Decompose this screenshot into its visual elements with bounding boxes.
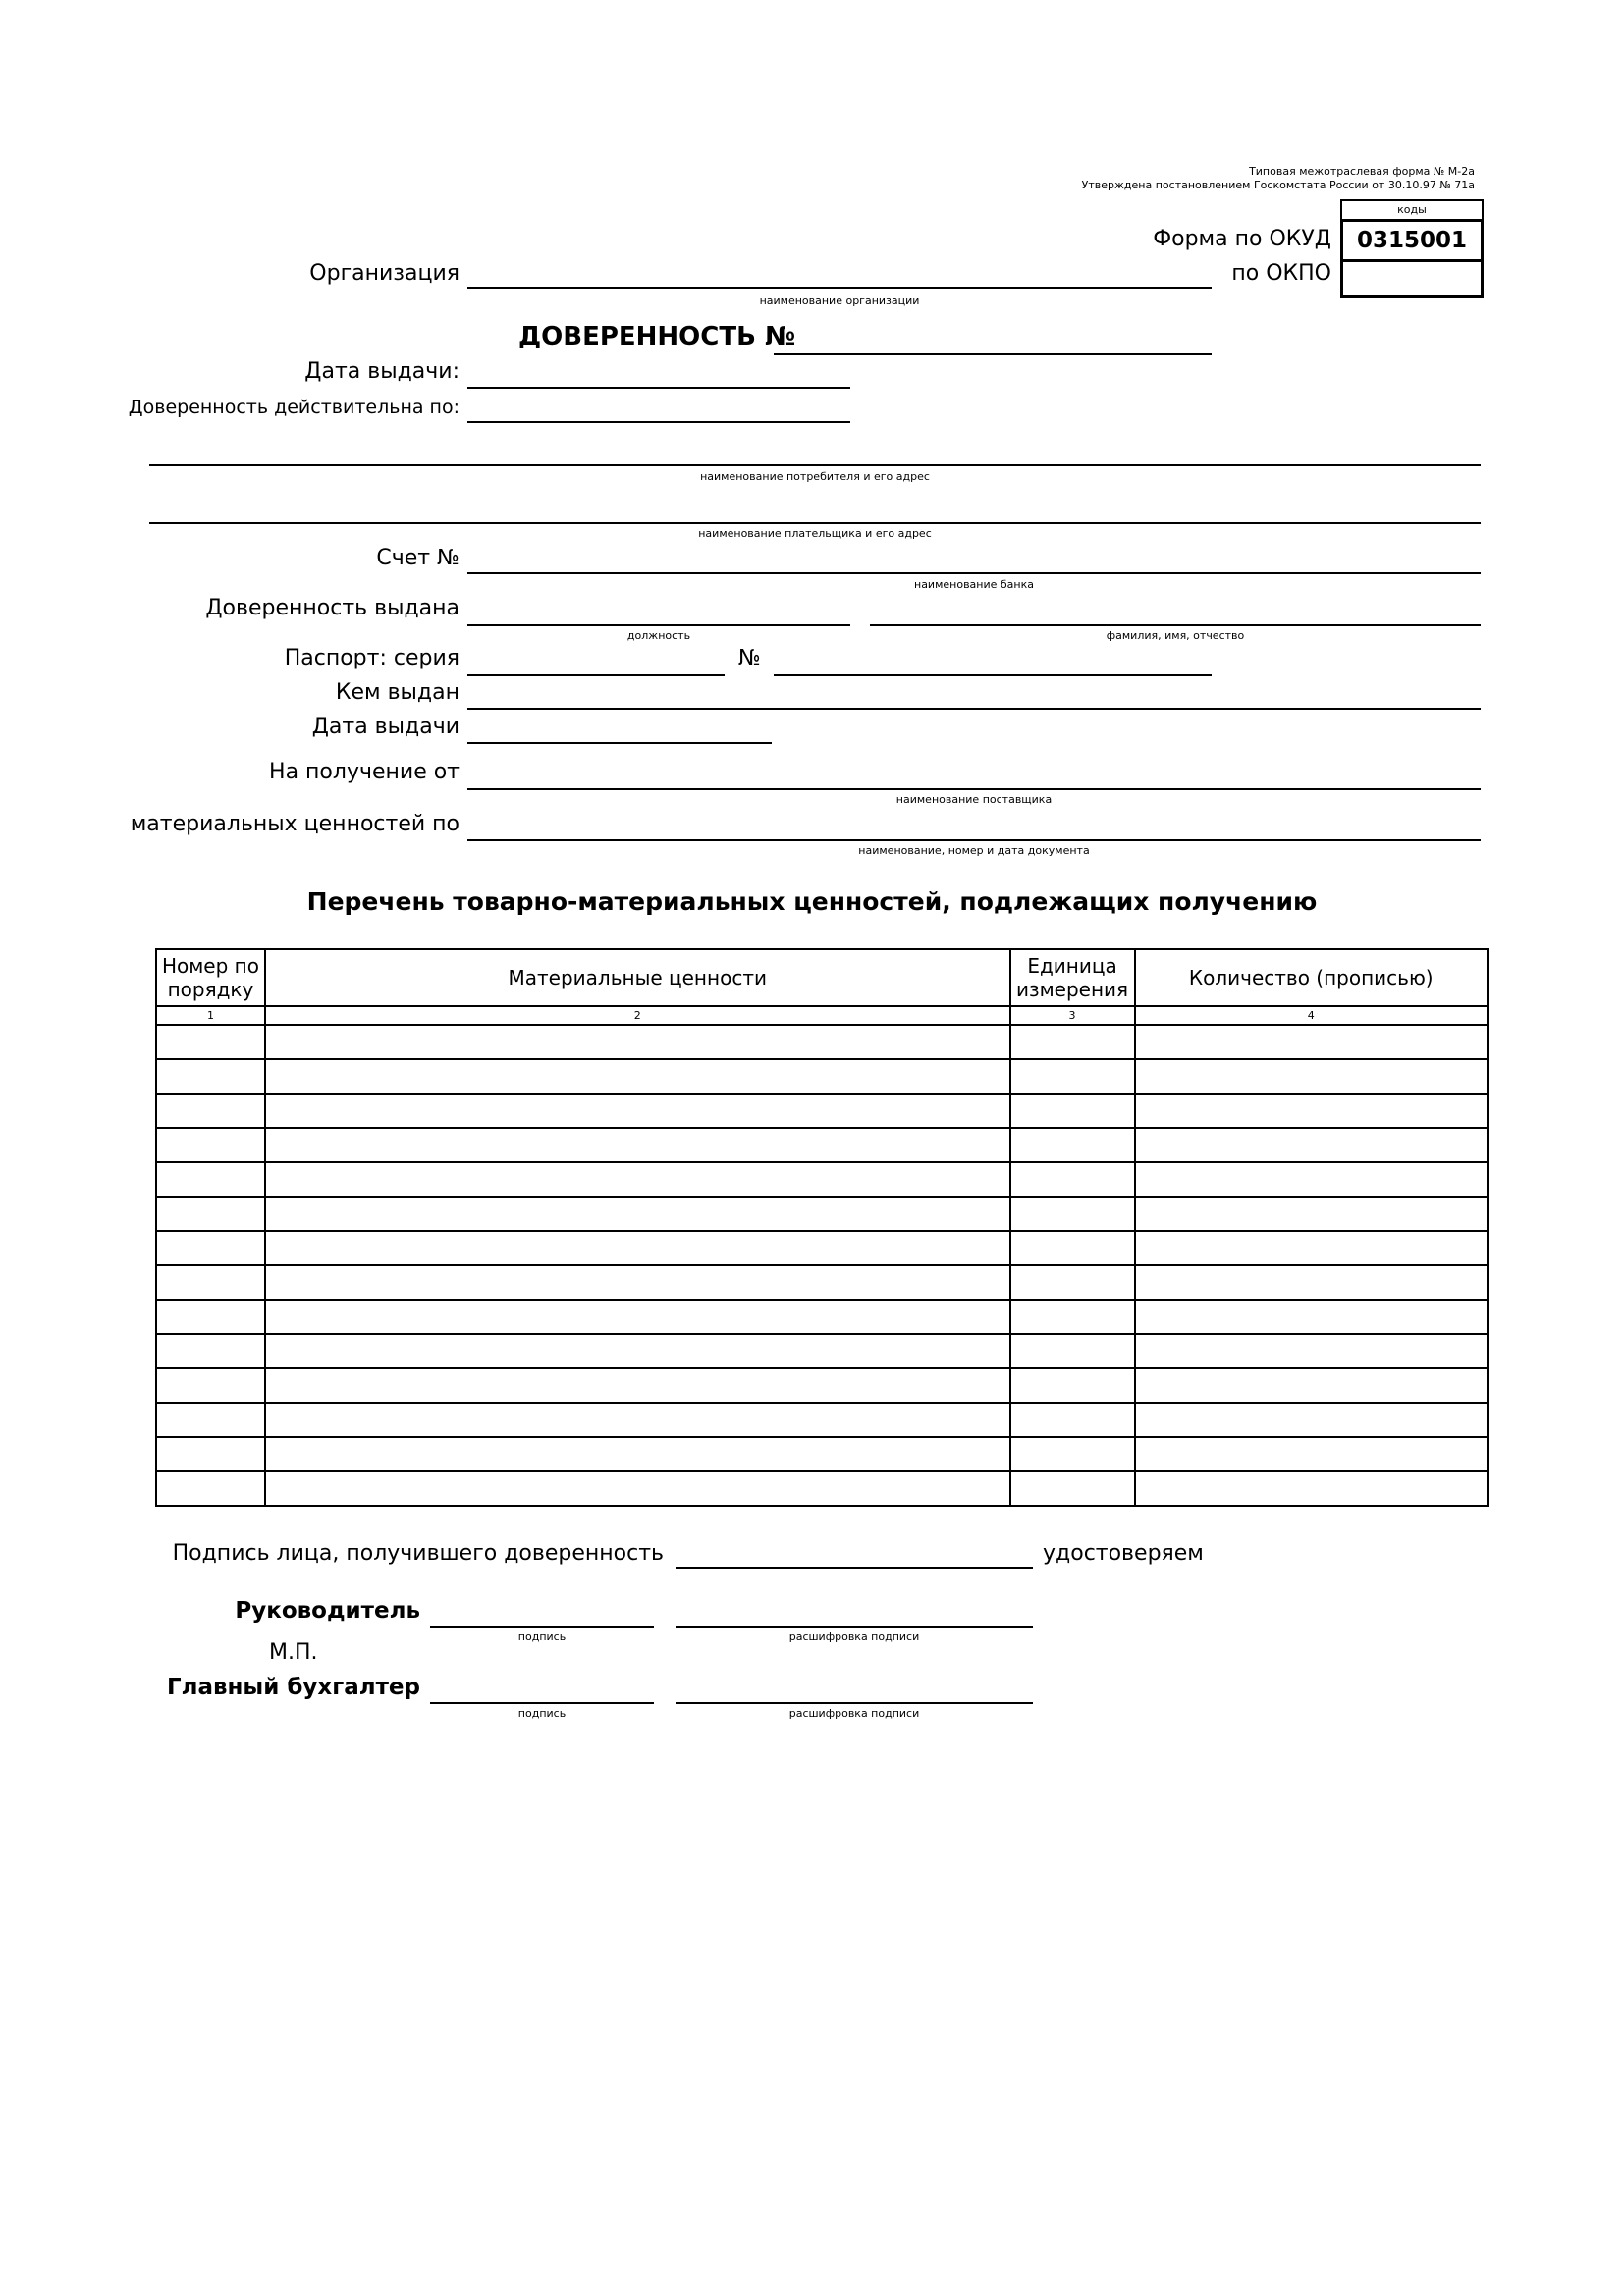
material-cell[interactable] [265,1094,1010,1128]
unit-cell[interactable] [1010,1025,1135,1059]
unit-cell[interactable] [1010,1334,1135,1368]
material-cell[interactable] [265,1128,1010,1162]
unit-cell[interactable] [1010,1128,1135,1162]
passport-number-label: № [738,646,761,670]
column-number-1: 1 [156,1006,265,1025]
quantity-cell[interactable] [1135,1437,1488,1471]
issue-date-label: Дата выдачи: [304,359,460,384]
chief-signature-field[interactable] [430,1702,654,1704]
material-cell[interactable] [265,1403,1010,1437]
number-cell[interactable] [156,1094,265,1128]
quantity-cell[interactable] [1135,1368,1488,1403]
fio-caption: фамилия, имя, отчество [1106,629,1245,642]
okud-label: Форма по ОКУД [1153,227,1331,251]
unit-cell[interactable] [1010,1265,1135,1300]
number-cell[interactable] [156,1197,265,1231]
receive-from-label: На получение от [269,760,460,784]
table-row [156,1437,1488,1471]
unit-cell[interactable] [1010,1094,1135,1128]
number-cell[interactable] [156,1128,265,1162]
material-cell[interactable] [265,1025,1010,1059]
organization-field[interactable] [467,287,1212,289]
quantity-cell[interactable] [1135,1059,1488,1094]
number-cell[interactable] [156,1334,265,1368]
material-cell[interactable] [265,1197,1010,1231]
okpo-code-field[interactable] [1340,262,1484,298]
passport-date-field[interactable] [467,742,772,744]
consumer-caption: наименование потребителя и его адрес [700,470,930,483]
approval-note: Утверждена постановлением Госкомстата России от 30.10.97 № 71а [1081,179,1475,191]
passport-number-field[interactable] [774,674,1212,676]
list-title: Перечень товарно-материальных ценностей, подлежащих получению [306,887,1318,916]
supplier-field[interactable] [467,788,1481,790]
quantity-cell[interactable] [1135,1128,1488,1162]
okud-code-field[interactable]: 0315001 [1340,219,1484,262]
table-row [156,1300,1488,1334]
form-type-note: Типовая межотраслевая форма № М-2а [1249,165,1475,178]
payer-caption: наименование плательщика и его адрес [698,527,932,540]
material-cell[interactable] [265,1300,1010,1334]
table-row [156,1059,1488,1094]
issued-by-field[interactable] [467,708,1481,710]
issued-to-label: Доверенность выдана [205,596,460,620]
table-row [156,1368,1488,1403]
unit-cell[interactable] [1010,1059,1135,1094]
quantity-cell[interactable] [1135,1025,1488,1059]
number-cell[interactable] [156,1162,265,1197]
chief-sign-caption: подпись [517,1707,567,1720]
table-row [156,1128,1488,1162]
document-field[interactable] [467,839,1481,841]
document-number-field[interactable] [774,353,1212,355]
table-row [156,1403,1488,1437]
okpo-label: по ОКПО [1231,261,1331,286]
material-cell[interactable] [265,1368,1010,1403]
passport-series-label: Паспорт: серия [284,646,460,670]
material-cell[interactable] [265,1437,1010,1471]
material-cell[interactable] [265,1162,1010,1197]
table-row [156,1265,1488,1300]
number-cell[interactable] [156,1403,265,1437]
consumer-field[interactable] [149,464,1481,466]
quantity-cell[interactable] [1135,1094,1488,1128]
quantity-cell[interactable] [1135,1231,1488,1265]
chief-accountant-label: Главный бухгалтер [166,1675,420,1700]
values-by-label: материальных ценностей по [130,812,460,836]
position-field[interactable] [467,624,850,626]
document-caption: наименование, номер и дата документа [858,844,1090,857]
fio-field[interactable] [870,624,1481,626]
head-decode-field[interactable] [676,1626,1033,1628]
column-number-2: 2 [265,1006,1010,1025]
head-signature-field[interactable] [430,1626,654,1628]
number-cell[interactable] [156,1368,265,1403]
unit-cell[interactable] [1010,1437,1135,1471]
codes-caption: коды [1340,199,1484,219]
holder-signature-label: Подпись лица, получившего доверенность [172,1541,664,1566]
column-number-3: 3 [1010,1006,1135,1025]
material-cell[interactable] [265,1334,1010,1368]
number-cell[interactable] [156,1437,265,1471]
quantity-cell[interactable] [1135,1197,1488,1231]
header-quantity: Количество (прописью) [1135,949,1488,1006]
supplier-caption: наименование поставщика [895,793,1053,806]
organization-caption: наименование организации [759,294,920,307]
unit-cell[interactable] [1010,1162,1135,1197]
table-row [156,1094,1488,1128]
header-number: Номер по порядку [156,949,265,1006]
table-row [156,1471,1488,1506]
table-row [156,1025,1488,1059]
payer-field[interactable] [149,522,1481,524]
valid-until-label: Доверенность действительна по: [128,397,460,418]
account-field[interactable] [467,572,1481,574]
unit-cell[interactable] [1010,1471,1135,1506]
quantity-cell[interactable] [1135,1403,1488,1437]
quantity-cell[interactable] [1135,1471,1488,1506]
head-sign-caption: подпись [517,1630,567,1643]
number-cell[interactable] [156,1025,265,1059]
unit-cell[interactable] [1010,1368,1135,1403]
header-materials: Материальные ценности [265,949,1010,1006]
passport-series-field[interactable] [467,674,725,676]
chief-decode-caption: расшифровка подписи [788,1707,920,1720]
organization-label: Организация [309,261,460,286]
position-caption: должность [626,629,691,642]
header-unit: Единица измерения [1010,949,1135,1006]
material-cell[interactable] [265,1471,1010,1506]
valid-until-field[interactable] [467,421,850,423]
material-cell[interactable] [265,1231,1010,1265]
head-decode-caption: расшифровка подписи [788,1630,920,1643]
issued-by-label: Кем выдан [335,680,460,705]
material-cell[interactable] [265,1265,1010,1300]
document-title: ДОВЕРЕННОСТЬ № [518,322,796,351]
number-cell[interactable] [156,1265,265,1300]
bank-caption: наименование банка [914,578,1034,591]
number-cell[interactable] [156,1300,265,1334]
table-row [156,1162,1488,1197]
unit-cell[interactable] [1010,1197,1135,1231]
quantity-cell[interactable] [1135,1334,1488,1368]
quantity-cell[interactable] [1135,1162,1488,1197]
material-cell[interactable] [265,1059,1010,1094]
table-row [156,1231,1488,1265]
table-row [156,1334,1488,1368]
number-cell[interactable] [156,1471,265,1506]
number-cell[interactable] [156,1059,265,1094]
certify-label: удостоверяем [1043,1541,1204,1566]
holder-signature-field[interactable] [676,1567,1033,1569]
number-cell[interactable] [156,1231,265,1265]
seal-label: М.П. [269,1640,318,1665]
column-number-4: 4 [1135,1006,1488,1025]
unit-cell[interactable] [1010,1300,1135,1334]
chief-decode-field[interactable] [676,1702,1033,1704]
account-label: Счет № [376,546,460,570]
quantity-cell[interactable] [1135,1265,1488,1300]
items-table [155,948,1489,1507]
head-label: Руководитель [235,1598,420,1624]
unit-cell[interactable] [1010,1403,1135,1437]
unit-cell[interactable] [1010,1231,1135,1265]
table-row [156,1197,1488,1231]
codes-box [1340,199,1484,298]
issue-date-field[interactable] [467,387,850,389]
passport-date-label: Дата выдачи [311,715,460,739]
quantity-cell[interactable] [1135,1300,1488,1334]
